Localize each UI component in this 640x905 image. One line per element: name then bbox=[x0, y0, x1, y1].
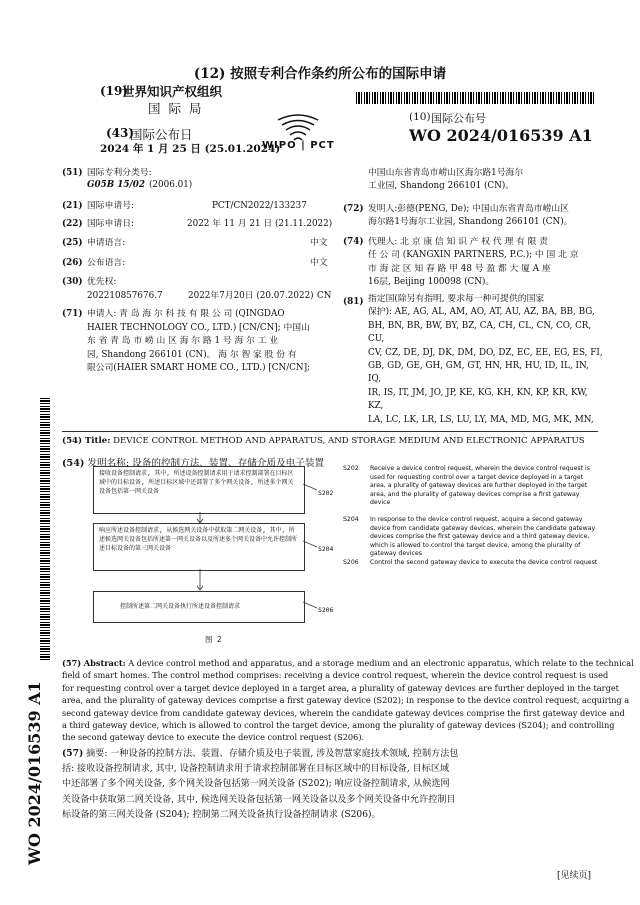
abstract-en-code: (57) bbox=[62, 658, 82, 668]
f51-label: 国际专利分类号: bbox=[87, 168, 152, 178]
flow-box-text: 响应所述设备控制请求, 从候选网关设备中获取第二网关设备, 其中, 所述候选网关设备包括所述第一网关设备以及所述多个网关设备中允许控制所述目标设备的第三网关设备 bbox=[99, 527, 298, 552]
legend-item bbox=[343, 559, 603, 579]
f74-code: (74) bbox=[343, 237, 364, 247]
f74-line: 任 公 司 (KANGXIN PARTNERS, P.C.); 中 国 北 京 bbox=[368, 250, 579, 261]
f81-line: 保护): AE, AG, AL, AM, AO, AT, AU, AZ, BA, BB, BG, bbox=[368, 307, 595, 318]
wipo-wordmark: WIPO | PCT bbox=[262, 140, 335, 151]
side-pub-number: WO 2024/016539 A1 bbox=[25, 681, 44, 865]
abstract-zh-line bbox=[62, 746, 602, 762]
legend-text: Receive a device control request, wherein the device control request is used for requesting control over a target device deployed in a target area, a plurality of gateway devices are further deployed in the target area, and the plurality of gateway devices comprise a first gateway device bbox=[370, 465, 590, 507]
pubnum-label: 国际公布号 bbox=[431, 112, 486, 125]
pubdate-label: 国际公布日 bbox=[130, 127, 193, 142]
f81-line: CV, CZ, DE, DJ, DK, DM, DO, DZ, EC, EE, EG, ES, FI, bbox=[368, 347, 603, 358]
f21-code: (21) bbox=[62, 201, 83, 211]
f71-applicants bbox=[87, 308, 342, 376]
abstract-zh bbox=[62, 746, 602, 823]
f71-code: (71) bbox=[62, 309, 83, 319]
abstract-zh-line: 中还部署了多个网关设备, 多个网关设备包括第一网关设备 (S202); 响应设备控制请求, 从候选网 bbox=[62, 779, 450, 790]
abstract-zh-line: 标设备的第三网关设备 (S204); 控制第二网关设备执行设备控制请求 (S206)。 bbox=[62, 809, 381, 820]
f71-line: 限公司(HAIER SMART HOME CO., LTD.) [CN/CN]; bbox=[87, 363, 311, 373]
legend-code: S202 bbox=[343, 465, 359, 472]
flow-box-text: 控制所述第二网关设备执行所述设备控制请求 bbox=[120, 603, 241, 610]
pubnum-value: WO 2024/016539 A1 bbox=[409, 126, 593, 145]
cont-line: 中国山东省青岛市崂山区海尔路1号海尔 bbox=[368, 168, 524, 178]
f26-label: 公布语言: bbox=[87, 258, 126, 268]
document-title: (12) 按照专利合作条约所公布的国际申请 bbox=[193, 66, 447, 82]
cont-line: 工业园, Shandong 266101 (CN)。 bbox=[368, 180, 515, 191]
title-en bbox=[62, 436, 585, 446]
legend-item bbox=[343, 465, 603, 516]
f81-line: 指定国(除另有指明, 要求每一种可提供的国家 bbox=[368, 294, 545, 304]
abstract-en-text: A device control method and apparatus, and a storage medium and an electronic apparatus, which relate to the technical bbox=[128, 658, 634, 668]
title-en-label: Title: bbox=[84, 436, 111, 446]
leader-line bbox=[303, 482, 319, 492]
f74-line: 市 海 淀 区 知 春 路 甲 48 号 盈 都 大 厦 A 座 bbox=[368, 263, 551, 274]
f71-line: HAIER TECHNOLOGY CO., LTD.) [CN/CN]; 中国山 bbox=[87, 322, 310, 333]
f74-line: 代理人: 北 京 康 信 知 识 产 权 代 理 有 限 责 bbox=[368, 237, 549, 247]
flow-box-s206 bbox=[93, 591, 305, 623]
leader-line bbox=[303, 600, 319, 610]
f74-agent bbox=[368, 236, 579, 289]
f51-value: G05B 15/02 bbox=[87, 180, 145, 190]
f25-label: 申请语言: bbox=[87, 238, 126, 248]
title-zh-value: 设备的控制方法、装置、存储介质及电子装置 bbox=[132, 458, 325, 469]
f22-value: 2022 年 11 月 21 日 (21.11.2022) bbox=[187, 219, 333, 229]
f30-country: CN bbox=[317, 291, 332, 301]
flow-box-s202 bbox=[93, 466, 305, 514]
pubnum-code: (10) bbox=[409, 111, 431, 123]
abstract-zh-line: 括: 接收设备控制请求, 其中, 设备控制请求用于请求控制部署在目标区域中的目标设备, 目标区域 bbox=[62, 764, 450, 775]
f71-line: 申请人: 青 岛 海 尔 科 技 有 限 公 司 (QINGDAO bbox=[87, 309, 285, 319]
step-label-s204: S204 bbox=[318, 545, 334, 553]
abstract-en bbox=[62, 657, 634, 744]
abstract-zh-label: 摘要: bbox=[86, 749, 108, 759]
legend-code: S206 bbox=[343, 559, 359, 566]
abstract-en-line: field of smart homes. The control method comprises: receiving a device control request, wherein the device control request is used bbox=[62, 670, 609, 681]
step-label-s202: S202 bbox=[318, 489, 334, 497]
title-zh-label: 发明名称: bbox=[87, 458, 130, 469]
cont-address bbox=[368, 167, 523, 192]
org-code: (19) bbox=[100, 84, 129, 98]
wipo-logo bbox=[274, 112, 322, 142]
f72-inventor bbox=[368, 203, 572, 228]
pubdate-value: 2024 年 1 月 25 日 (25.01.2024) bbox=[100, 143, 281, 155]
title-en-value: DEVICE CONTROL METHOD AND APPARATUS, AND STORAGE MEDIUM AND ELECTRONIC APPARATUS bbox=[113, 436, 585, 446]
legend-code: S204 bbox=[343, 516, 359, 523]
f30-number: 202210857676.7 bbox=[87, 291, 163, 301]
step-label-s206: S206 bbox=[318, 606, 334, 614]
f30-label: 优先权: bbox=[87, 277, 117, 287]
f72-code: (72) bbox=[343, 204, 364, 214]
f81-code: (81) bbox=[343, 297, 364, 307]
org-bureau: 国 际 局 bbox=[148, 101, 204, 116]
title-zh-code: (54) bbox=[62, 458, 85, 469]
f72-line: 海尔路1号海尔工业园, Shandong 266101 (CN)。 bbox=[368, 216, 573, 227]
abstract-en-line: a third gateway device, which is allowed to control the target device, among the plurality of gateway devices (S204); and controlling bbox=[62, 720, 615, 731]
title-en-code: (54) bbox=[62, 436, 83, 446]
abstract-en-line: second gateway device from candidate gateway devices, wherein the candidate gateway devices comprise the first gateway device and bbox=[62, 707, 625, 718]
f26-code: (26) bbox=[62, 258, 83, 268]
f21-value: PCT/CN2022/133237 bbox=[212, 201, 307, 211]
f22-label: 国际申请日: bbox=[87, 219, 134, 229]
leader-line bbox=[303, 539, 319, 549]
f51-code: (51) bbox=[62, 168, 83, 178]
f81-line: BH, BN, BR, BW, BY, BZ, CA, CH, CL, CN, CO, CR, CU, bbox=[368, 320, 592, 345]
f30-date: 2022年7月20日 (20.07.2022) bbox=[188, 291, 314, 301]
f81-states bbox=[368, 293, 603, 427]
f25-value: 中文 bbox=[310, 238, 328, 248]
legend-item bbox=[343, 516, 603, 559]
f21-label: 国际申请号: bbox=[87, 201, 134, 211]
abstract-en-line: area, and the plurality of gateway devices comprise a first gateway device (S202); in response to the device control request, acquiring a bbox=[62, 695, 630, 706]
f26-value: 中文 bbox=[310, 258, 328, 268]
f74-line: 16层, Beijing 100098 (CN)。 bbox=[368, 276, 495, 287]
abstract-en-line: for requesting control over a target device deployed in a target area, a plurality of gateway devices are further deployed in the target bbox=[62, 682, 619, 693]
figure-legend bbox=[343, 465, 603, 579]
abstract-en-line bbox=[62, 657, 634, 669]
pubdate-code: (43) bbox=[106, 126, 135, 140]
section-divider bbox=[62, 431, 598, 432]
f71-line: 园, Shandong 266101 (CN)。 海 尔 智 家 股 份 有 bbox=[87, 349, 297, 360]
f81-line: GB, GD, GE, GH, GM, GT, HN, HR, HU, ID, IL, IN, IQ, bbox=[368, 361, 589, 385]
f30-code: (30) bbox=[62, 277, 83, 287]
abstract-en-line: the second gateway device to execute the device control request (S206). bbox=[62, 732, 365, 743]
f71-line: 东 省 青 岛 市 崂 山 区 海 尔 路 1 号 海 尔 工 业 bbox=[87, 336, 279, 346]
barcode-top bbox=[356, 92, 596, 104]
abstract-zh-line: 关设备中获取第二网关设备, 其中, 候选网关设备包括第一网关设备以及多个网关设备中允许控制目 bbox=[62, 794, 456, 805]
f25-code: (25) bbox=[62, 238, 83, 248]
abstract-en-label: Abstract: bbox=[83, 658, 126, 668]
f81-line: IR, IS, IT, JM, JO, JP, KE, KG, KH, KN, KP, KR, KW, KZ, bbox=[368, 387, 588, 412]
f72-line: 发明人:彭德(PENG, De); 中国山东省青岛市崂山区 bbox=[368, 204, 569, 214]
figure-caption: 图 2 bbox=[205, 635, 222, 644]
f22-code: (22) bbox=[62, 219, 83, 229]
legend-text: Control the second gateway device to execute the device control request bbox=[370, 559, 598, 566]
f51-year: (2006.01) bbox=[149, 180, 193, 190]
org-name: 世界知识产权组织 bbox=[122, 84, 223, 99]
flow-arrow bbox=[196, 569, 204, 591]
f81-line: LA, LC, LK, LR, LS, LU, LY, MA, MD, MG, MK, MN, bbox=[368, 414, 594, 425]
continued-note: [见续页] bbox=[557, 871, 592, 881]
flow-box-text: 接收设备控制请求, 其中, 所述设备控制请求用于请求控制部署在目标区域中的目标设备, 所述目标区域中还部署了多个网关设备, 所述多个网关设备包括第一网关设备 bbox=[99, 470, 294, 495]
flow-box-s204 bbox=[93, 523, 305, 571]
barcode-side bbox=[40, 398, 50, 660]
legend-text: In response to the device control request, acquire a second gateway device from candidate gateway devices, wherein the candidate gateway devices comprise the first gateway device and a third gateway device, which is allowed to control the target device, among the plurality of gateway devices bbox=[370, 516, 596, 558]
abstract-zh-code: (57) bbox=[62, 748, 84, 759]
abstract-zh-text: 一种设备的控制方法、装置、存储介质及电子装置, 涉及智慧家庭技术领域, 控制方法包 bbox=[110, 749, 459, 759]
